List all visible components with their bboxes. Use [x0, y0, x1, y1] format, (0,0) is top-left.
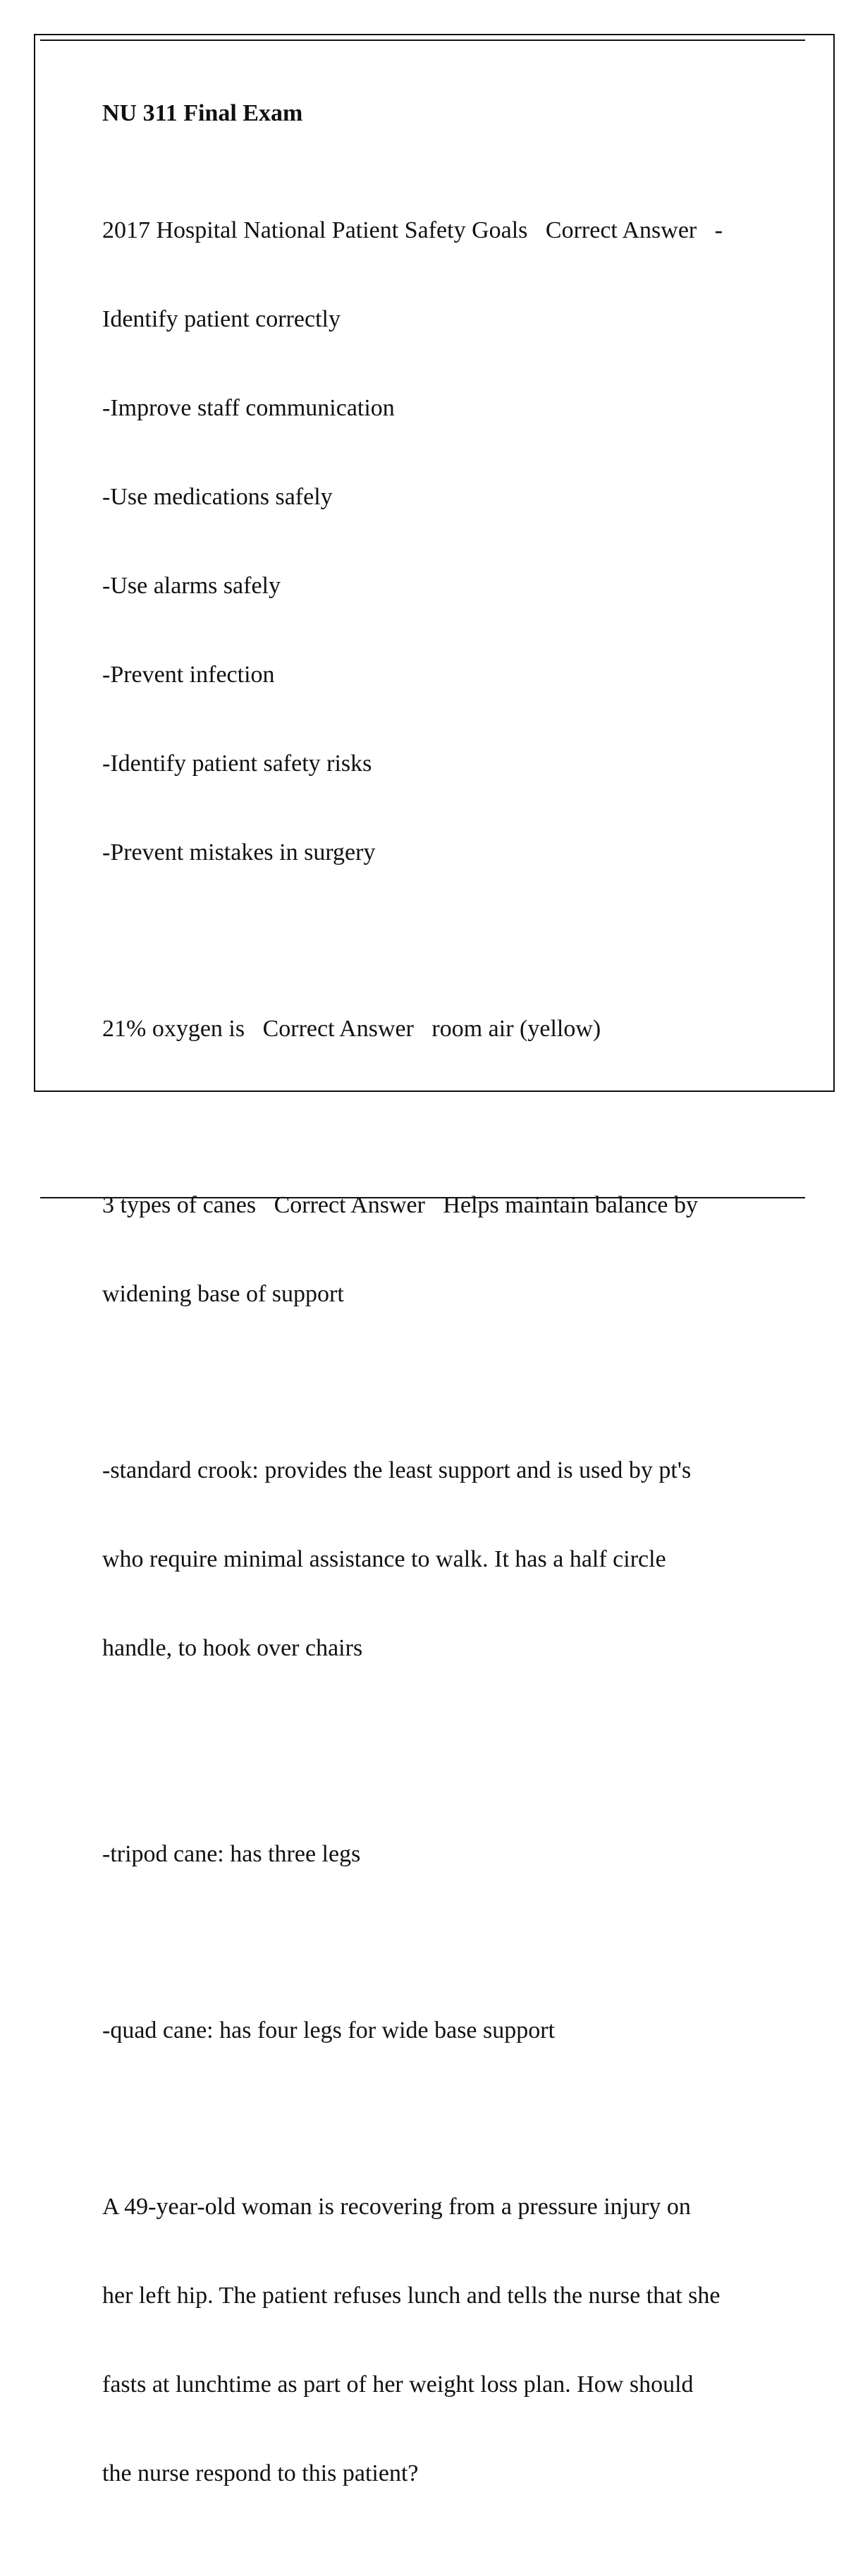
qa1-line-4: -Use medications safely: [102, 484, 333, 510]
cane-standard-crook: [102, 1397, 772, 1723]
cane-quad: [102, 1957, 772, 2105]
qa1-line-3: -Improve staff communication: [102, 395, 395, 421]
document-title: NU 311 Final Exam: [102, 100, 303, 126]
qa-pressure-injury-question: [102, 2133, 772, 2548]
qa-oxygen: [102, 955, 772, 1103]
qa-safety-goals: [102, 157, 772, 927]
tripod-cane-line: -tripod cane: has three legs: [102, 1841, 361, 1867]
qa4-line-2: her left hip. The patient refuses lunch and tells the nurse that she: [102, 2283, 721, 2309]
cane-tripod: [102, 1780, 772, 1928]
quad-cane-line: -quad cane: has four legs for wide base support: [102, 2017, 556, 2043]
qa4-line-4: the nurse respond to this patient?: [102, 2460, 419, 2486]
standard-cane-line-1: -standard crook: provides the least support and is used by pt's: [102, 1457, 692, 1483]
qa1-line-2: Identify patient correctly: [102, 306, 341, 332]
qa3-line-1: 3 types of canes Correct Answer Helps maintain balance by: [102, 1192, 699, 1218]
document-content: [102, 99, 772, 2576]
standard-cane-line-3: handle, to hook over chairs: [102, 1635, 363, 1661]
qa1-line-1: 2017 Hospital National Patient Safety Goals Correct Answer -: [102, 217, 723, 243]
qa4-line-3: fasts at lunchtime as part of her weight loss plan. How should: [102, 2371, 694, 2398]
qa1-line-7: -Identify patient safety risks: [102, 751, 372, 777]
qa1-line-8: -Prevent mistakes in surgery: [102, 839, 376, 865]
qa1-line-6: -Prevent infection: [102, 662, 275, 688]
standard-cane-line-2: who require minimal assistance to walk. It has a half circle: [102, 1546, 666, 1572]
top-rule-divider: [40, 40, 805, 41]
qa2-line-1: 21% oxygen is Correct Answer room air (yellow): [102, 1016, 601, 1042]
qa1-line-5: -Use alarms safely: [102, 573, 281, 599]
qa4-line-1: A 49-year-old woman is recovering from a pressure injury on: [102, 2194, 691, 2220]
qa3-line-2: widening base of support: [102, 1281, 344, 1307]
qa-cane-types: [102, 1131, 772, 1368]
